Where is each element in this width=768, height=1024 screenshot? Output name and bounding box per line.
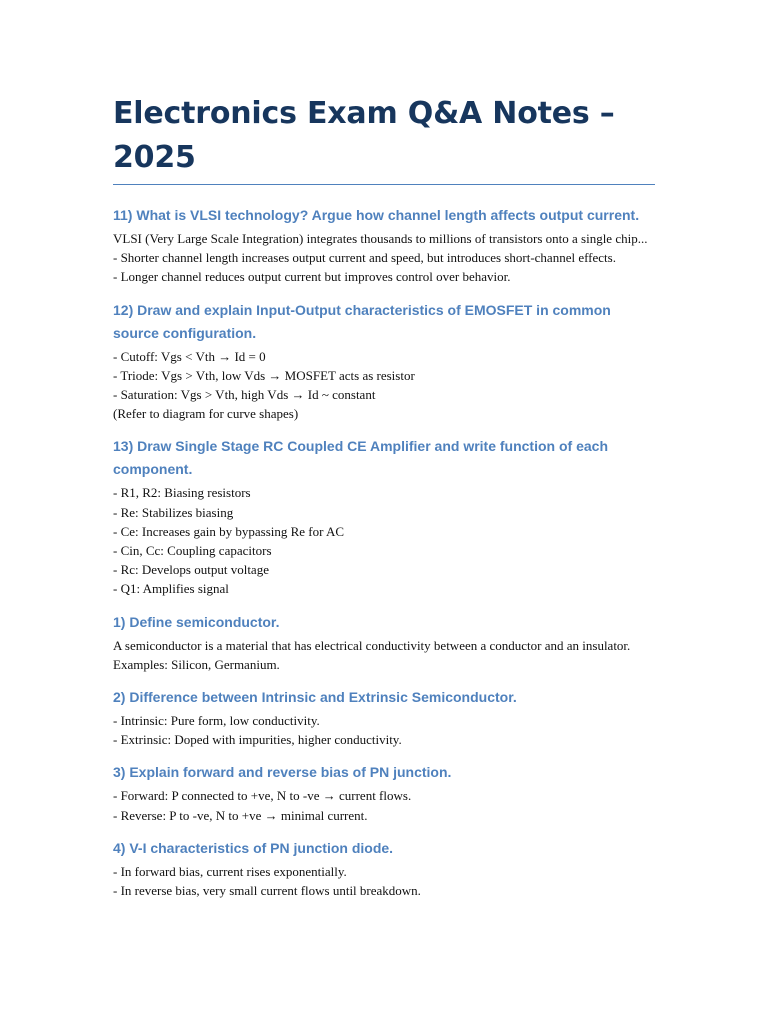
- body-line: - Intrinsic: Pure form, low conductivity.: [113, 713, 320, 729]
- section-body: [113, 636, 655, 674]
- section-heading: 4) V-I characteristics of PN junction diode.: [113, 839, 394, 856]
- body-line: (Refer to diagram for curve shapes): [113, 406, 299, 422]
- body-line: - Rc: Develops output voltage: [113, 562, 269, 578]
- body-line: VLSI (Very Large Scale Integration) integrates thousands to millions of transistors onto a single chip...: [113, 231, 648, 246]
- section-q2: [113, 686, 655, 749]
- body-line: - Q1: Amplifies signal: [113, 581, 229, 597]
- section-heading: 2) Difference between Intrinsic and Extrinsic Semiconductor.: [113, 689, 517, 706]
- body-line: - Saturation: Vgs > Vth, high Vds → Id ~ constant: [113, 387, 376, 403]
- body-line: - Reverse: P to -ve, N to +ve → minimal current.: [113, 807, 368, 823]
- section-q3: [113, 761, 655, 824]
- body-line: - Cutoff: Vgs < Vth → Id = 0: [113, 348, 266, 364]
- body-line: A semiconductor is a material that has electrical conductivity between a conductor and an insulator. Examples: Silicon, Germanium.: [113, 637, 631, 672]
- body-line: - Triode: Vgs > Vth, low Vds → MOSFET acts as resistor: [113, 367, 415, 383]
- section-heading: 12) Draw and explain Input-Output characteristics of EMOSFET in common source configuration.: [113, 301, 611, 341]
- section-body: [113, 229, 655, 287]
- body-line: - Forward: P connected to +ve, N to -ve → current flows.: [113, 788, 412, 804]
- body-line: - Longer channel reduces output current but improves control over behavior.: [113, 269, 511, 285]
- section-body: [113, 786, 655, 824]
- section-q1: [113, 611, 655, 674]
- section-body: [113, 483, 655, 598]
- section-body: [113, 862, 655, 900]
- body-line: - In reverse bias, very small current flows until breakdown.: [113, 883, 421, 899]
- section-heading: 1) Define semiconductor.: [113, 613, 280, 630]
- section-heading: 13) Draw Single Stage RC Coupled CE Amplifier and write function of each component.: [113, 438, 608, 478]
- document-title: Electronics Exam Q&A Notes – 2025: [113, 96, 615, 175]
- body-line: - Re: Stabilizes biasing: [113, 504, 234, 520]
- body-line: - In forward bias, current rises exponentially.: [113, 863, 347, 879]
- section-body: [113, 711, 655, 749]
- body-line: - Cin, Cc: Coupling capacitors: [113, 543, 272, 559]
- section-q13: [113, 435, 655, 598]
- section-heading: 11) What is VLSI technology? Argue how channel length affects output current.: [113, 207, 640, 223]
- body-line: - Shorter channel length increases output current and speed, but introduces short-channel effects.: [113, 250, 616, 266]
- section-body: [113, 347, 655, 424]
- title-divider: [113, 184, 655, 185]
- section-heading: 3) Explain forward and reverse bias of PN junction.: [113, 764, 452, 781]
- section-q11: [113, 204, 655, 287]
- section-q4: [113, 837, 655, 900]
- document-page: [113, 92, 655, 900]
- body-line: - R1, R2: Biasing resistors: [113, 485, 251, 501]
- section-q12: [113, 299, 655, 424]
- body-line: - Ce: Increases gain by bypassing Re for AC: [113, 523, 345, 539]
- body-line: - Extrinsic: Doped with impurities, higher conductivity.: [113, 732, 402, 748]
